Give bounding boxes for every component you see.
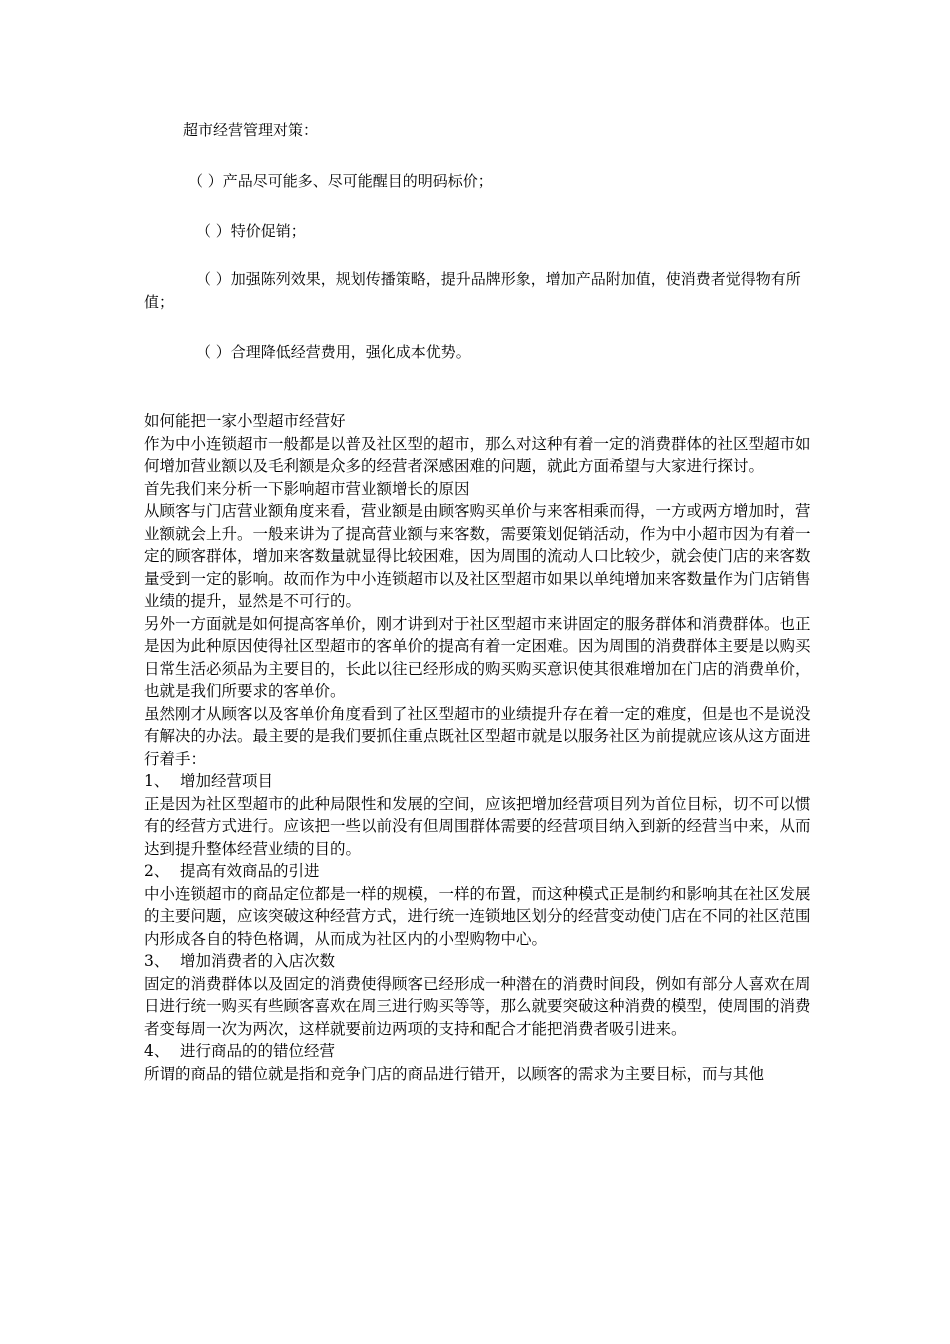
section-body-3: 固定的消费群体以及固定的消费使得顾客已经形成一种潜在的消费时间段，例如有部分人喜欢在周日进行统一购买有些顾客喜欢在周三进行购买等等，那么就要突破这种消费的模型，使周围的消费者变每周一次为两次，这样就要前边两项的支持和配合才能把消费者吸引进来。 — [144, 974, 811, 1038]
section-number: 4、 — [144, 1042, 170, 1060]
article — [144, 410, 816, 1085]
strategy-title: 超市经营管理对策： — [183, 121, 319, 139]
paragraph-unit-price: 另外一方面就是如何提高客单价，刚才讲到对于社区型超市来讲固定的服务群体和消费群体。也正是因为此种原因使得社区型超市的客单价的提高有着一定困难。因为周围的消费群体主要是以购买日常生活必须品为主要目的，长此以往已经形成的购买购买意识使其很难增加在门店的消费单价，也就是我们所要求的客单价。 — [144, 614, 811, 700]
article-title: 如何能把一家小型超市经营好 — [144, 412, 346, 430]
article-intro: 作为中小连锁超市一般都是以普及社区型的超市，那么对这种有着一定的消费群体的社区型超市如何增加营业额以及毛利额是众多的经营者深感困难的问题，就此方面希望与大家进行探讨。 — [144, 434, 811, 475]
section-number: 2、 — [144, 862, 170, 880]
section-title: 提高有效商品的引进 — [180, 862, 320, 880]
strategy-item-4: （ ）合理降低经营费用，强化成本优势。 — [196, 343, 471, 361]
section-body-1: 正是因为社区型超市的此种局限性和发展的空间，应该把增加经营项目列为首位目标，切不可以惯有的经营方式进行。应该把一些以前没有但周围群体需要的经营项目纳入到新的经营当中来，从而达到提升整体经营业绩的目的。 — [144, 794, 811, 858]
strategy-item-1: （ ）产品尽可能多、尽可能醒目的明码标价； — [188, 172, 493, 190]
section-body-4: 所谓的商品的错位就是指和竞争门店的商品进行错开，以顾客的需求为主要目标，而与其他 — [144, 1064, 765, 1083]
section-title: 增加经营项目 — [180, 772, 274, 790]
section-title: 进行商品的的错位经营 — [180, 1042, 336, 1060]
section-body-2: 中小连锁超市的商品定位都是一样的规模，一样的布置，而这种模式正是制约和影响其在社区发展的主要问题，应该突破这种经营方式，进行统一连锁地区划分的经营变动使门店在不同的社区范围内形成各自的特色格调，从而成为社区内的小型购物中心。 — [144, 884, 811, 948]
paragraph-customer-traffic: 从顾客与门店营业额角度来看，营业额是由顾客购买单价与来客相乘而得，一方或两方增加时，营业额就会上升。一般来讲为了提高营业额与来客数，需要策划促销活动，作为中小超市因为有着一定的顾客群体，增加来客数量就显得比较困难，因为周围的流动人口比较少，就会使门店的来客数量受到一定的影响。故而作为中小连锁超市以及社区型超市如果以单纯增加来客数量作为门店销售业绩的提升，显然是不可行的。 — [144, 502, 811, 610]
section-number: 1、 — [144, 772, 170, 790]
section-number: 3、 — [144, 952, 170, 970]
section-title: 增加消费者的入店次数 — [180, 952, 336, 970]
paragraph-solution: 虽然刚才从顾客以及客单价角度看到了社区型超市的业绩提升存在着一定的难度，但是也不是说没有解决的办法。最主要的是我们要抓住重点既社区型超市就是以服务社区为前提就应该从这方面进行着手： — [144, 704, 811, 768]
strategy-item-3: （ ）加强陈列效果，规划传播策略，提升品牌形象，增加产品附加值，使消费者觉得物有所值； — [144, 270, 801, 311]
section-heading-1 — [144, 770, 816, 793]
analysis-heading: 首先我们来分析一下影响超市营业额增长的原因 — [144, 479, 470, 498]
strategy-item-2: （ ）特价促销； — [196, 222, 306, 240]
section-heading-4 — [144, 1040, 816, 1063]
section-heading-2 — [144, 860, 816, 883]
section-heading-3 — [144, 950, 816, 973]
